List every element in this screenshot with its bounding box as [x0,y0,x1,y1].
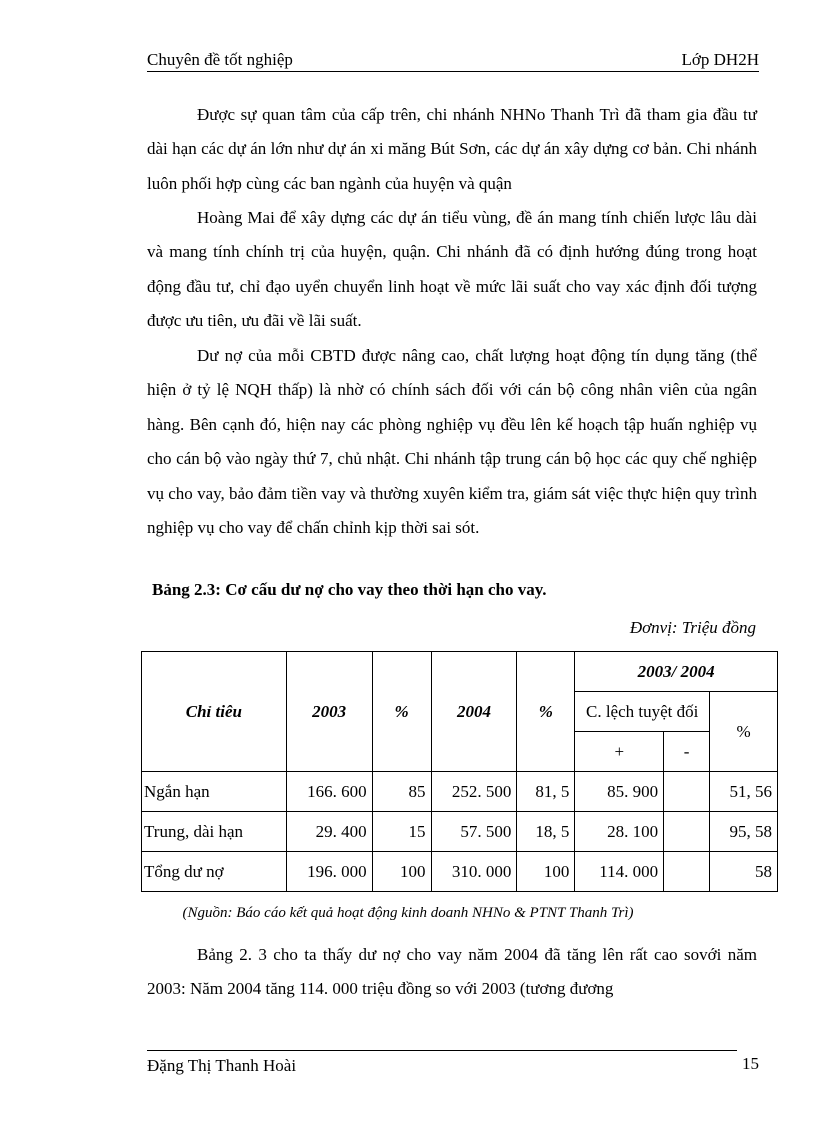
page-header [147,48,759,72]
header-abs-diff: C. lệch tuyệt đối [575,692,710,732]
header-2003: 2003 [286,652,372,772]
paragraph-2 [147,201,757,339]
header-pct-change: % [710,692,778,772]
paragraph-1-text: Được sự quan tâm của cấp trên, chi nhánh NHNo Thanh Trì đã tham gia đầu tư dài hạn các dự án lớn như dự án xi măng Bút Sơn, các dự án xây dựng cơ bản. Chi nhánh luôn phối hợp cùng các ban ngành của huyện và quận [147,105,757,193]
cell-pct-2004: 100 [517,852,575,892]
cell-pct-change: 95, 58 [710,812,778,852]
cell-2003: 166. 600 [286,772,372,812]
footer-author: Đặng Thị Thanh Hoài [147,1056,297,1075]
cell-pct-2003: 85 [372,772,431,812]
paragraph-4 [147,938,757,1007]
cell-pct-change: 51, 56 [710,772,778,812]
table-title: Bảng 2.3: Cơ cấu dư nợ cho vay theo thời hạn cho vay. [152,580,547,599]
cell-pct-2003: 15 [372,812,431,852]
page-footer [147,1050,759,1080]
table-row [142,852,778,892]
loan-structure-table [141,651,778,892]
cell-pct-2004: 81, 5 [517,772,575,812]
row-label: Tổng dư nợ [142,852,287,892]
header-plus: + [575,732,664,772]
header-2004: 2004 [431,652,517,772]
cell-minus [664,812,710,852]
cell-2004: 310. 000 [431,852,517,892]
header-indicator: Chỉ tiêu [142,652,287,772]
paragraph-4-text: Bảng 2. 3 cho ta thấy dư nợ cho vay năm 2004 đã tăng lên rất cao sovới năm 2003: Năm 2004 tăng 114. 000 triệu đồng so với 2003 (tương đương [147,945,757,999]
paragraph-3 [147,339,757,545]
paragraph-2-text: Hoàng Mai để xây dựng các dự án tiểu vùng, đề án mang tính chiến lược lâu dài và mang tính chính trị của huyện, quận. Chi nhánh đã có định hướng đúng trong hoạt động đầu tư, chỉ đạo uyển chuyển linh hoạt về mức lãi suất cho vay xác định đối tượng được ưu tiên, ưu đãi về lãi suất. [147,208,757,331]
cell-2004: 252. 500 [431,772,517,812]
header-pct-2004: % [517,652,575,772]
cell-minus [664,852,710,892]
cell-2003: 29. 400 [286,812,372,852]
cell-2003: 196. 000 [286,852,372,892]
header-pct-2003: % [372,652,431,772]
header-rule [147,71,759,72]
cell-plus: 114. 000 [575,852,664,892]
row-label: Trung, dài hạn [142,812,287,852]
cell-pct-2003: 100 [372,852,431,892]
cell-pct-change: 58 [710,852,778,892]
paragraph-3-text: Dư nợ của mỗi CBTD được nâng cao, chất lượng hoạt động tín dụng tăng (thể hiện ở tỷ lệ NQH thấp) là nhờ có chính sách đối với cán bộ công nhân viên của ngân hàng. Bên cạnh đó, hiện nay các phòng nghiệp vụ đều lên kế hoạch tập huấn nghiệp vụ cho cán bộ vào ngày thứ 7, chủ nhật. Chi nhánh tập trung cán bộ học các quy chế nghiệp vụ cho vay, bảo đảm tiền vay và thường xuyên kiểm tra, giám sát việc thực hiện quy trình nghiệp vụ cho vay để chấn chỉnh kịp thời sai sót. [147,346,757,538]
header-title: Chuyên đề tốt nghiệp [147,50,293,69]
table-row [142,772,778,812]
table-row [142,812,778,852]
table-unit: Đơnvị: Triệu đồng [629,618,756,637]
header-minus: - [664,732,710,772]
header-class: Lớp DH2H [681,50,759,69]
cell-plus: 85. 900 [575,772,664,812]
cell-2004: 57. 500 [431,812,517,852]
page-number: 15 [742,1054,759,1073]
paragraph-1 [147,98,757,201]
cell-plus: 28. 100 [575,812,664,852]
cell-minus [664,772,710,812]
row-label: Ngắn hạn [142,772,287,812]
footer-rule [147,1050,737,1051]
table-source: (Nguồn: Báo cáo kết quả hoạt động kinh doanh NHNo & PTNT Thanh Trì) [182,905,634,921]
header-compare: 2003/ 2004 [575,652,778,692]
cell-pct-2004: 18, 5 [517,812,575,852]
